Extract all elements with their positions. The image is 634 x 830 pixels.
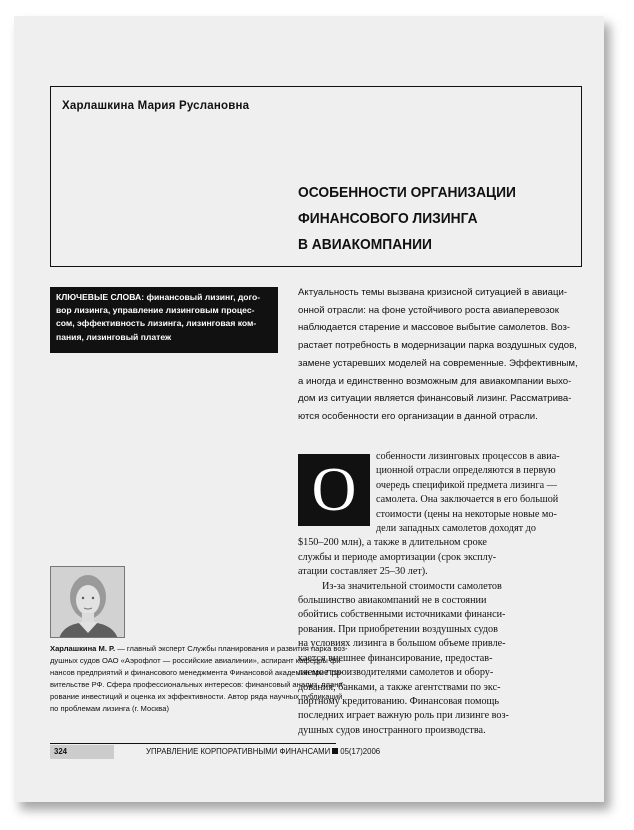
journal-title: УПРАВЛЕНИЕ КОРПОРАТИВНЫМИ ФИНАНСАМИ xyxy=(146,747,331,756)
bio-line: душных судов ОАО «Аэрофлот — российские авиалинии», аспирант кафедры фи- xyxy=(50,656,343,665)
body-line: атации составляет 25–30 лет). xyxy=(298,566,428,578)
lead-line: Актуальность темы вызвана кризисной ситуацией в авиаци- xyxy=(298,287,568,298)
body-line: рования. При приобретении воздушных судов xyxy=(298,623,498,635)
body-line: собенности лизинговых процессов в авиа- xyxy=(376,451,560,462)
lead-line: ются особенности его организации в данной отрасли. xyxy=(298,410,538,422)
body-line: службы и периоде амортизации (срок эксплу- xyxy=(298,551,497,563)
title-line: ФИНАНСОВОГО ЛИЗИНГА xyxy=(298,210,478,227)
body-line: самолета. Она заключается в его большой xyxy=(376,494,559,506)
body-line: дования, банками, а также агентствами по экс- xyxy=(298,681,501,693)
journal-issue: 05(17)2006 xyxy=(340,747,381,756)
author-bio xyxy=(50,643,348,715)
lead-line: дом из ситуации является финансовый лизинг. Рассматрива- xyxy=(298,393,572,405)
footer-rule xyxy=(50,743,336,744)
lead-line: замене устаревших моделей на современные. Эффективным, xyxy=(298,357,578,369)
page-number: 324 xyxy=(50,745,114,759)
body-line: обойтись собственными источниками финанси- xyxy=(298,609,506,621)
keywords-line: КЛЮЧЕВЫЕ СЛОВА: финансовый лизинг, дого- xyxy=(56,292,261,302)
body-line: ляемое производителями самолетов и обору- xyxy=(298,667,494,679)
body-line: последних играет важную роль при лизинге воз- xyxy=(298,710,509,722)
body-line: кается внешнее финансирование, предостав- xyxy=(298,652,493,664)
lead-line: наблюдается старение и массовое выбытие самолетов. Воз- xyxy=(298,322,571,334)
author-name: Харлашкина Мария Руслановна xyxy=(62,100,250,112)
portrait-image xyxy=(51,567,125,638)
lead-line: растает потребность в модернизации парка воздушных судов, xyxy=(298,340,577,352)
lead-paragraph xyxy=(298,284,584,426)
page-footer xyxy=(50,745,381,759)
body-line: ционной отрасли определяются в первую xyxy=(376,465,556,477)
body-line: стоимости (цены на некоторые новые мо- xyxy=(376,508,557,520)
bio-line: по проблемам лизинга (г. Москва) xyxy=(50,704,170,713)
body-line: на условиях лизинга в большом объеме привле- xyxy=(298,638,506,650)
body-line: Из-за значительной стоимости самолетов xyxy=(322,580,502,592)
bio-line: — главный эксперт Службы планирования и развития парка воз- xyxy=(115,644,348,653)
bio-line: нансов предприятий и финансового менеджмента Финансовой академии при Пра- xyxy=(50,668,343,677)
keywords-line: вор лизинга, управление лизинговым процес- xyxy=(56,305,255,316)
title-line: ОСОБЕННОСТИ ОРГАНИЗАЦИИ xyxy=(298,184,516,201)
journal-name xyxy=(146,745,380,759)
author-photo xyxy=(50,566,125,638)
bio-name: Харлашкина М. Р. xyxy=(50,644,116,653)
body-line: дели западных самолетов доходят до xyxy=(376,523,536,535)
body-line: душных судов иностранного производства. xyxy=(298,724,486,736)
keywords-box xyxy=(50,287,278,353)
bio-line: вительстве РФ. Сфера профессиональных интересов: финансовый анализ, плани- xyxy=(50,680,346,689)
body-line: портному кредитованию. Финансовая помощь xyxy=(298,695,500,707)
body-line: большинство авиакомпаний не в состоянии xyxy=(298,595,487,607)
keywords-line: пания, лизинговый платеж xyxy=(56,331,172,342)
body-line: очередь спецификой предмета лизинга — xyxy=(376,479,557,491)
lead-line: а иногда и единственно возможным для авиакомпании выхо- xyxy=(298,375,572,387)
bio-line: рование инвестиций и оценка их эффективности. Автор ряда научных публикаций xyxy=(50,692,343,701)
lead-line: онной отрасли: на фоне устойчивого роста авиаперевозок xyxy=(298,304,559,316)
drop-cap: О xyxy=(298,454,370,526)
body-line: $150–200 млн), а также в длительном сроке xyxy=(298,537,487,549)
keywords-line: сом, эффективность лизинга, лизинговая ком- xyxy=(56,318,257,329)
article-title xyxy=(298,180,546,258)
title-line: В АВИАКОМПАНИИ xyxy=(298,236,432,253)
square-bullet-icon xyxy=(332,748,338,754)
